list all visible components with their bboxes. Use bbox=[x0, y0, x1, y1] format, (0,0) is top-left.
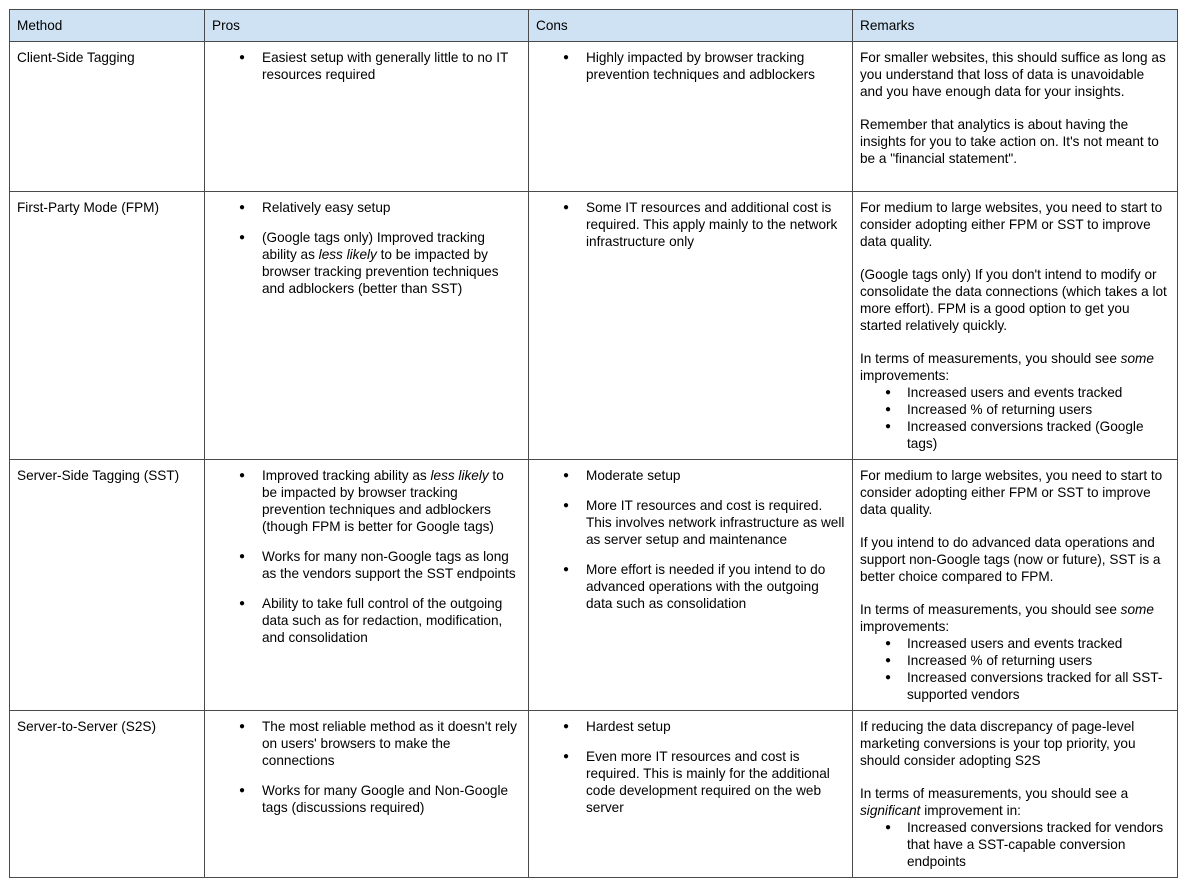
remark-paragraph: If you intend to do advanced data operations and support non-Google tags (now or future), SST is a better choice compared to FPM. bbox=[860, 535, 1161, 584]
cons-item: ● Moderate setup bbox=[586, 467, 845, 484]
remark-paragraph: In terms of measurements, you should see some improvements: bbox=[860, 351, 1154, 383]
table-row bbox=[10, 42, 1178, 192]
header-remarks: Remarks bbox=[853, 10, 1178, 42]
remarks-cell bbox=[853, 192, 1178, 460]
method-cell: Client-Side Tagging bbox=[10, 42, 205, 192]
pros-item: ● Improved tracking ability as less likely to be impacted by browser tracking prevention techniques and adblockers (though FPM is better for Google tags) bbox=[262, 467, 521, 535]
remark-list-item: ● Increased conversions tracked for vendors that have a SST-capable conversion endpoints bbox=[907, 819, 1170, 870]
cons-cell bbox=[529, 711, 853, 878]
pros-cell bbox=[205, 711, 529, 878]
remarks-cell bbox=[853, 711, 1178, 878]
remark-list-item: ● Increased conversions tracked (Google tags) bbox=[907, 418, 1170, 452]
comparison-table bbox=[9, 9, 1178, 878]
cons-item: ● Even more IT resources and cost is required. This is mainly for the additional code development required on the web server bbox=[586, 748, 845, 816]
remarks-cell bbox=[853, 42, 1178, 192]
cons-item: ● More effort is needed if you intend to do advanced operations with the outgoing data such as consolidation bbox=[586, 561, 845, 612]
method-cell: Server-to-Server (S2S) bbox=[10, 711, 205, 878]
header-row bbox=[10, 10, 1178, 42]
header-method: Method bbox=[10, 10, 205, 42]
remark-list-item: ● Increased conversions tracked for all SST-supported vendors bbox=[907, 669, 1170, 703]
remark-paragraph: Remember that analytics is about having the insights for you to take action on. It's not meant to be a "financial statement". bbox=[860, 117, 1159, 166]
remark-list-item: ● Increased % of returning users bbox=[907, 401, 1170, 418]
pros-cell bbox=[205, 192, 529, 460]
remark-list-item: ● Increased users and events tracked bbox=[907, 384, 1170, 401]
remark-paragraph: For medium to large websites, you need to start to consider adopting either FPM or SST to improve data quality. bbox=[860, 468, 1163, 517]
cons-item: ● Highly impacted by browser tracking prevention techniques and adblockers bbox=[586, 49, 845, 83]
pros-item: ● Works for many Google and Non-Google tags (discussions required) bbox=[262, 782, 521, 816]
pros-item: ● Easiest setup with generally little to no IT resources required bbox=[262, 49, 521, 83]
remark-paragraph: In terms of measurements, you should see some improvements: bbox=[860, 602, 1154, 634]
pros-item: ● The most reliable method as it doesn't rely on users' browsers to make the connections bbox=[262, 718, 521, 769]
pros-item: ● Works for many non-Google tags as long as the vendors support the SST endpoints bbox=[262, 548, 521, 582]
pros-cell bbox=[205, 42, 529, 192]
pros-item: ● Ability to take full control of the outgoing data such as for redaction, modification, and consolidation bbox=[262, 595, 521, 646]
cons-cell bbox=[529, 192, 853, 460]
header-cons: Cons bbox=[529, 10, 853, 42]
remark-paragraph: In terms of measurements, you should see a significant improvement in: bbox=[860, 786, 1129, 818]
cons-cell bbox=[529, 460, 853, 711]
pros-cell bbox=[205, 460, 529, 711]
remark-paragraph: (Google tags only) If you don't intend to modify or consolidate the data connections (which takes a lot more effort). FPM is a good option to get you started relatively quickly. bbox=[860, 267, 1167, 333]
header-pros: Pros bbox=[205, 10, 529, 42]
table-row bbox=[10, 460, 1178, 711]
cons-item: ● Hardest setup bbox=[586, 718, 845, 735]
remarks-cell bbox=[853, 460, 1178, 711]
remark-paragraph: For medium to large websites, you need to start to consider adopting either FPM or SST to improve data quality. bbox=[860, 200, 1163, 249]
table-row bbox=[10, 711, 1178, 878]
remark-paragraph: If reducing the data discrepancy of page-level marketing conversions is your top priority, you should consider adopting S2S bbox=[860, 719, 1136, 768]
table-row bbox=[10, 192, 1178, 460]
cons-item: ● Some IT resources and additional cost is required. This apply mainly to the network infrastructure only bbox=[586, 199, 845, 250]
pros-item: ● (Google tags only) Improved tracking ability as less likely to be impacted by browser tracking prevention techniques and adblockers (better than SST) bbox=[262, 229, 521, 297]
method-cell: First-Party Mode (FPM) bbox=[10, 192, 205, 460]
remark-list-item: ● Increased users and events tracked bbox=[907, 635, 1170, 652]
cons-item: ● More IT resources and cost is required. This involves network infrastructure as well as server setup and maintenance bbox=[586, 497, 845, 548]
cons-cell bbox=[529, 42, 853, 192]
pros-item: ● Relatively easy setup bbox=[262, 199, 521, 216]
remark-list-item: ● Increased % of returning users bbox=[907, 652, 1170, 669]
remark-paragraph: For smaller websites, this should suffice as long as you understand that loss of data is unavoidable and you have enough data for your insights. bbox=[860, 50, 1166, 99]
method-cell: Server-Side Tagging (SST) bbox=[10, 460, 205, 711]
